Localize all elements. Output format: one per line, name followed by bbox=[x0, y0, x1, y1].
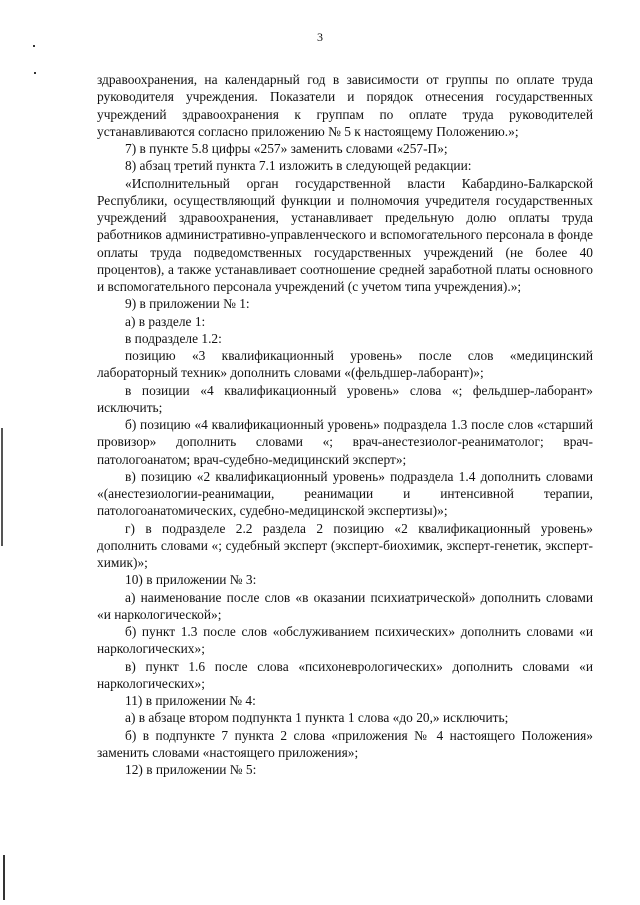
paragraph: 8) абзац третий пункта 7.1 изложить в следующей редакции: bbox=[125, 158, 472, 174]
paragraph: в позиции «4 квалификационный уровень» слова «; фельдшер-лаборант» исключить; bbox=[97, 382, 593, 415]
paragraph: позицию «3 квалификационный уровень» после слов «медицинский лабораторный техник» дополнить словами «(фельдшер-лаборант)»; bbox=[97, 348, 593, 381]
paragraph: б) позицию «4 квалификационный уровень» подраздела 1.3 после слов «старший провизор» дополнить словами «; врач-анестезиолог-реаниматолог; врач-патологоанатом; врач-судебно-медицинский эксперт»; bbox=[97, 417, 593, 467]
scan-edge-line bbox=[3, 855, 5, 900]
paragraph: г) в подразделе 2.2 раздела 2 позицию «2 квалификационный уровень» дополнить словами «; судебный эксперт (эксперт-биохимик, эксперт-генетик, эксперт-химик)»; bbox=[97, 520, 593, 570]
scan-mark bbox=[33, 45, 35, 47]
paragraph: а) в разделе 1: bbox=[125, 313, 206, 329]
paragraph: в) позицию «2 квалификационный уровень» подраздела 1.4 дополнить словами «(анестезиологии-реанимации, реанимации и интенсивной терапии, патологоанатомических, судебно-медицинской экспертизы)»; bbox=[97, 468, 593, 519]
paragraph: а) в абзаце втором подпункта 1 пункта 1 слова «до 20,» исключить; bbox=[125, 710, 509, 726]
document-body bbox=[97, 71, 593, 778]
scan-edge-line bbox=[1, 428, 3, 546]
page-number: 3 bbox=[317, 30, 323, 44]
paragraph: в подразделе 1.2: bbox=[125, 330, 222, 346]
paragraph: 12) в приложении № 5: bbox=[125, 762, 257, 777]
paragraph: а) наименование после слов «в оказании психиатрической» дополнить словами «и наркологической»; bbox=[97, 589, 593, 622]
paragraph: б) в подпункте 7 пункта 2 слова «приложения № 4 настоящего Положения» заменить словами «настоящего приложения»; bbox=[97, 727, 593, 760]
paragraph: в) пункт 1.6 после слова «психоневрологических» дополнить словами «и наркологических»; bbox=[97, 658, 593, 691]
paragraph: 9) в приложении № 1: bbox=[125, 296, 250, 312]
paragraph: здравоохранения, на календарный год в зависимости от группы по оплате труда руководителя учреждения. Показатели и порядок отнесения государственных учреждений здравоохранения к группам по оплате труда руководителей устанавливаются согласно приложению № 5 к настоящему Положению.»; bbox=[97, 72, 593, 139]
paragraph: 11) в приложении № 4: bbox=[125, 693, 256, 708]
scan-mark bbox=[34, 72, 36, 74]
paragraph: 7) в пункте 5.8 цифры «257» заменить словами «257-П»; bbox=[125, 141, 448, 156]
paragraph: «Исполнительный орган государственной власти Кабардино-Балкарской Республики, осуществляющий функции и полномочия учредителя государственных учреждений здравоохранения, устанавливает предельную долю оплаты труда работников административно-управленческого и вспомогательного персонала в фонде оплаты труда подведомственных государственных учреждений (не более 40 процентов), а также устанавливает соотношение средней заработной платы основного и вспомогательного персонала учреждений (с учетом типа учреждения).»; bbox=[97, 175, 593, 294]
paragraph: 10) в приложении № 3: bbox=[125, 572, 257, 588]
paragraph: б) пункт 1.3 после слов «обслуживанием психических» дополнить словами «и наркологических»; bbox=[97, 624, 593, 657]
